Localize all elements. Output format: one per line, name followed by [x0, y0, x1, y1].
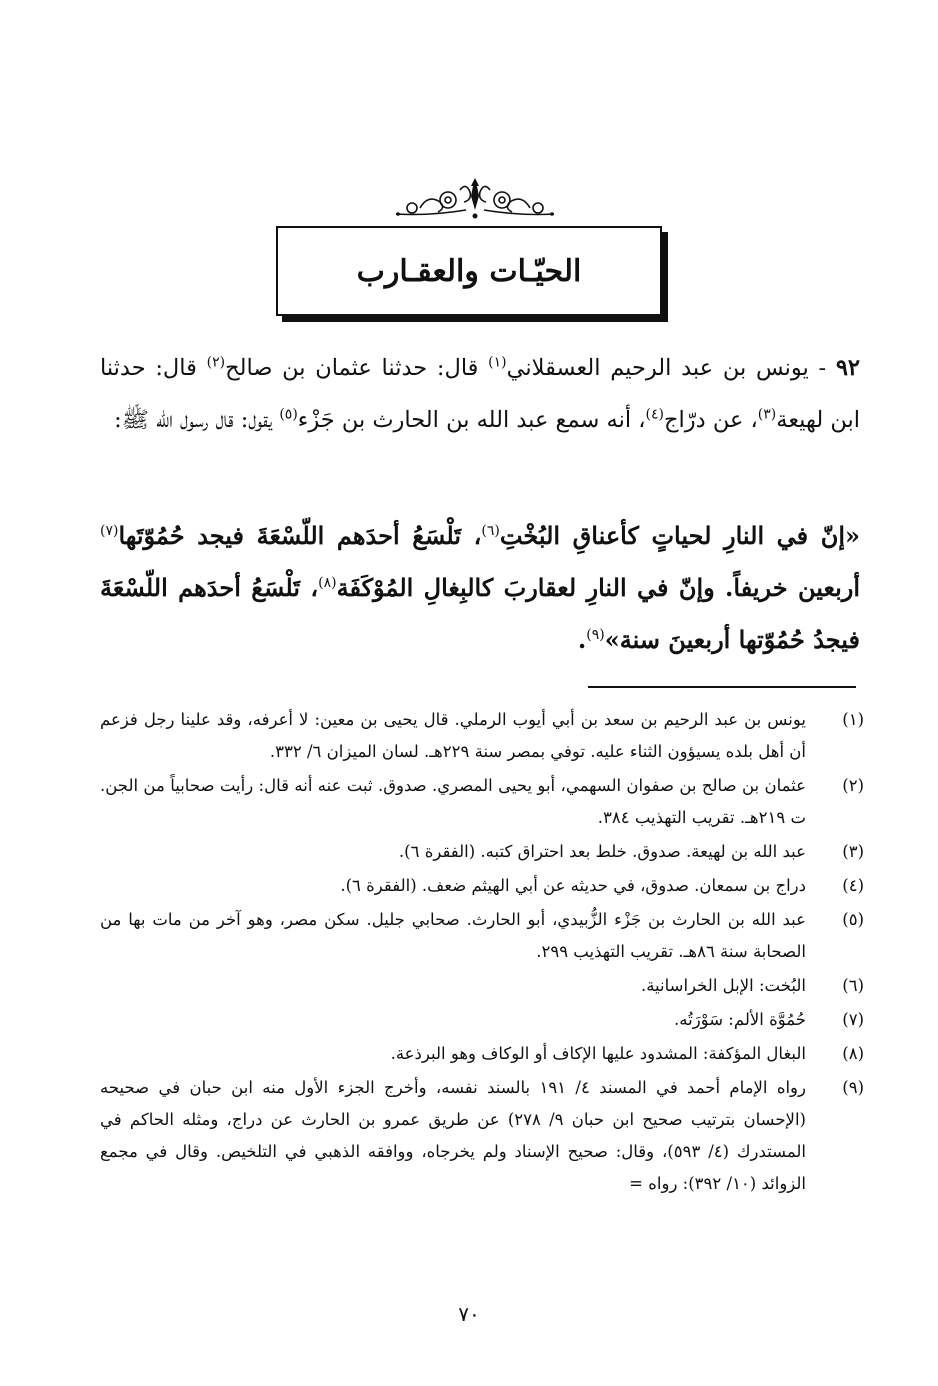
isnad-text: قال: حدثنا ابن لهيعة	[100, 355, 860, 433]
footnote	[100, 970, 864, 1002]
footnote	[100, 770, 864, 834]
isnad-text: يقول: قال رسول الله ﷺ:	[114, 407, 280, 433]
footnote	[100, 904, 864, 968]
isnad-text: - يونس بن عبد الرحيم العسقلاني	[506, 355, 836, 381]
footnote-number: (٥)	[842, 910, 864, 929]
footnote-text: عبد الله بن لهيعة. صدوق. خلط بعد احتراق كتبه. (الفقرة ٦).	[398, 842, 806, 861]
footnote-text: البغال المؤكفة: المشدود عليها الإكاف أو الوكاف وهو البرذعة.	[390, 1044, 806, 1063]
footnote	[100, 1072, 864, 1200]
footnote-text: يونس بن عبد الرحيم بن سعد بن أبي أيوب الرملي. قال يحيى بن معين: لا أعرفه، وقد علينا رجل فزعم أن أهل بلده يسيؤون الثناء عليه. توفي بمصر سنة ٢٢٩هـ. لسان الميزان ٦/ ٣٣٢.	[100, 710, 806, 761]
footnote-text: حُمُوَّة الألم: سَوْرَتُه.	[674, 1010, 806, 1029]
isnad-text: ، عن درّاج	[664, 407, 758, 433]
footnote-text: عثمان بن صالح بن صفوان السهمي، أبو يحيى المصري. صدوق. ثبت عنه أنه قال: رأيت صحابياً من الجن. ت ٢١٩هـ. تقريب التهذيب ٣٨٤.	[100, 776, 806, 827]
footnote	[100, 870, 864, 902]
footnote-text: البُخت: الإبل الخراسانية.	[640, 976, 806, 995]
hadith-isnad	[100, 342, 860, 446]
matn-text: ، تَلْسَعُ أحدَهم اللّسْعَةَ فيجدُ حُمُوّتها أربعينَ سنة»	[100, 573, 860, 654]
footnote	[100, 1004, 864, 1036]
footnote-ref: (٢)	[206, 354, 226, 371]
footnote	[100, 704, 864, 768]
footnote-ref: (٨)	[318, 575, 337, 591]
footnote-number: (٦)	[842, 976, 864, 995]
footnote-number: (٨)	[842, 1044, 864, 1063]
matn-text: أربعين خريفاً. وإنّ في النارِ لعقاربَ كالبِغالِ المُوْكَفَة	[336, 573, 861, 602]
chapter-title: الحيّـات والعقـارب	[356, 253, 582, 289]
footnote-text: دراج بن سمعان. صدوق، في حديثه عن أبي الهيثم ضعف. (الفقرة ٦).	[340, 876, 806, 895]
footnote-ref: (٧)	[100, 523, 119, 539]
isnad-text: قال: حدثنا عثمان بن صالح	[225, 355, 489, 381]
matn-text: .	[577, 625, 587, 654]
footnote-number: (١)	[842, 710, 864, 729]
isnad-text: ، أنه سمع عبد الله بن الحارث بن جَزْء	[297, 407, 646, 433]
footnote-ref: (٣)	[757, 406, 777, 423]
footnote-number: (٤)	[842, 876, 864, 895]
footnote-number: (٣)	[842, 842, 864, 861]
footnote-text: عبد الله بن الحارث بن جَزْء الزُّبيدي، أبو الحارث. صحابي جليل. سكن مصر، وهو آخر من مات بها من الصحابة سنة ٨٦هـ. تقريب التهذيب ٢٩٩.	[100, 910, 806, 961]
footnote-text: رواه الإمام أحمد في المسند ٤/ ١٩١ بالسند نفسه، وأخرج الجزء الأول منه ابن حبان في صحيحه (الإحسان بترتيب صحيح ابن حبان ٩/ ٢٧٨) عن طريق عمرو بن الحارث عن دراج، ومثله الحاكم في المستدرك (٤/ ٥٩٣)، وقال: صحيح الإسناد ولم يخرجاه، ووافقه الذهبي في التلخيص. وقال في مجمع الزوائد (١٠/ ٣٩٢): رواه =	[100, 1078, 806, 1193]
hadith-matn	[100, 510, 860, 666]
footnote	[100, 1038, 864, 1070]
hadith-number: ٩٢	[835, 355, 860, 381]
footnote-ref: (٦)	[481, 523, 500, 539]
footnote-number: (٧)	[842, 1010, 864, 1029]
footnote-number: (٢)	[842, 776, 864, 795]
footnote-ref: (١)	[488, 354, 507, 371]
footnote-ref: (٩)	[586, 627, 605, 643]
footnote-number: (٩)	[842, 1078, 864, 1097]
footnote-ref: (٥)	[279, 406, 298, 423]
chapter-title-box	[276, 226, 662, 316]
footnotes	[100, 704, 864, 1202]
ornament-icon	[390, 176, 560, 220]
footnote	[100, 836, 864, 868]
footnote-ref: (٤)	[645, 406, 665, 423]
matn-text: ، تَلْسَعُ أحدَهم اللّسْعَةَ فيجد حُمُوّتَها	[118, 521, 482, 550]
footnote-divider	[588, 686, 856, 688]
matn-text: «إنّ في النارِ لحياتٍ كأعناقِ البُخْتِ	[499, 521, 861, 550]
page-number: ٧٠	[458, 1302, 480, 1326]
